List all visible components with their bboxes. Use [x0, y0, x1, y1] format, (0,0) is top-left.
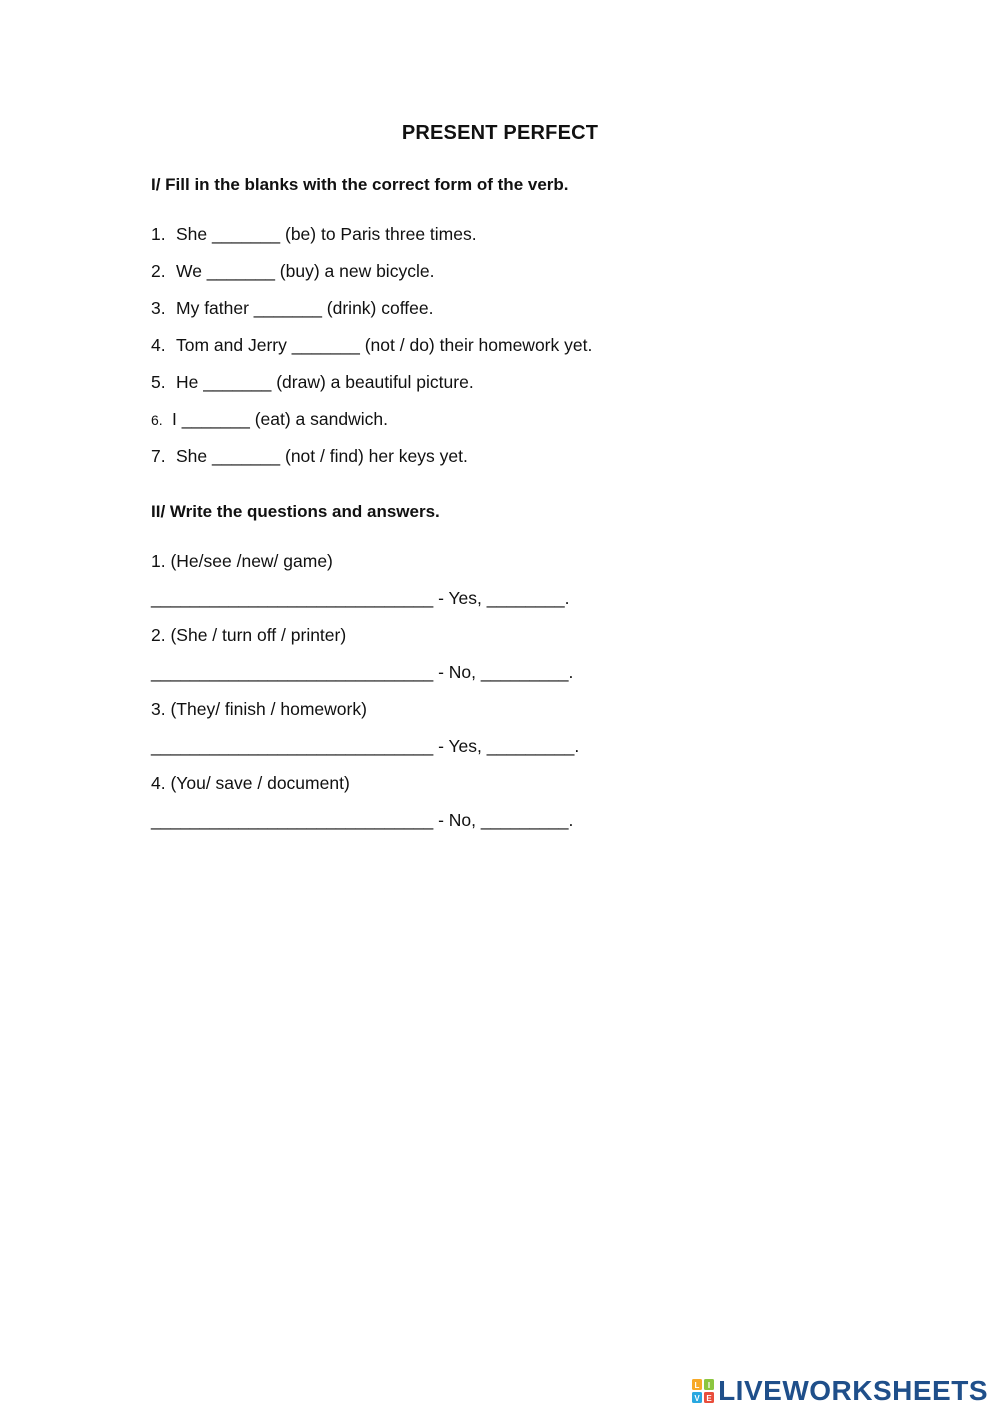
item-number: 7.: [151, 446, 166, 466]
svg-text:V: V: [694, 1394, 700, 1403]
item-number: 3.: [151, 298, 166, 318]
item-text: My father _______ (drink) coffee.: [176, 298, 434, 318]
list-item: [151, 445, 592, 482]
list-item: [151, 408, 592, 445]
page-title: PRESENT PERFECT: [401, 122, 599, 144]
item-text: She _______ (not / find) her keys yet.: [176, 446, 468, 466]
qa-prompt: 1. (He/see /new/ game): [151, 551, 333, 571]
item-text: Tom and Jerry _______ (not / do) their homework yet.: [176, 335, 593, 355]
question-answer-list: [151, 550, 579, 846]
list-item: [151, 334, 592, 371]
qa-answer-line: _____________________________ - Yes, ________.: [151, 588, 570, 608]
fill-in-list: [151, 223, 592, 482]
section-2-heading: II/ Write the questions and answers.: [151, 502, 440, 521]
brand-name: LIVEWORKSHEETS: [718, 1375, 988, 1406]
section-1-heading: I/ Fill in the blanks with the correct form of the verb.: [151, 175, 569, 194]
item-text: We _______ (buy) a new bicycle.: [176, 261, 435, 281]
list-item: [151, 297, 592, 334]
qa-prompt: 3. (They/ finish / homework): [151, 699, 367, 719]
qa-answer-line: _____________________________ - No, _________.: [151, 810, 574, 830]
item-number: 5.: [151, 372, 166, 392]
qa-item: [151, 772, 579, 846]
qa-answer-line: _____________________________ - No, _________.: [151, 662, 574, 682]
qa-prompt: 2. (She / turn off / printer): [151, 625, 347, 645]
qa-item: [151, 624, 579, 698]
liveworksheets-logo-icon: [692, 1379, 714, 1403]
liveworksheets-brand: [692, 1376, 988, 1406]
item-text: She _______ (be) to Paris three times.: [176, 224, 477, 244]
item-number: 2.: [151, 261, 166, 281]
list-item: [151, 260, 592, 297]
qa-answer-line: _____________________________ - Yes, _________.: [151, 736, 580, 756]
svg-text:E: E: [706, 1394, 712, 1403]
svg-text:L: L: [694, 1381, 700, 1390]
item-text: I _______ (eat) a sandwich.: [172, 409, 388, 429]
qa-prompt: 4. (You/ save / document): [151, 773, 350, 793]
list-item: [151, 223, 592, 260]
qa-item: [151, 698, 579, 772]
item-number: 6.: [151, 412, 163, 428]
list-item: [151, 371, 592, 408]
qa-item: [151, 550, 579, 624]
item-number: 4.: [151, 335, 166, 355]
item-text: He _______ (draw) a beautiful picture.: [176, 372, 474, 392]
svg-text:I: I: [707, 1381, 711, 1390]
item-number: 1.: [151, 224, 166, 244]
